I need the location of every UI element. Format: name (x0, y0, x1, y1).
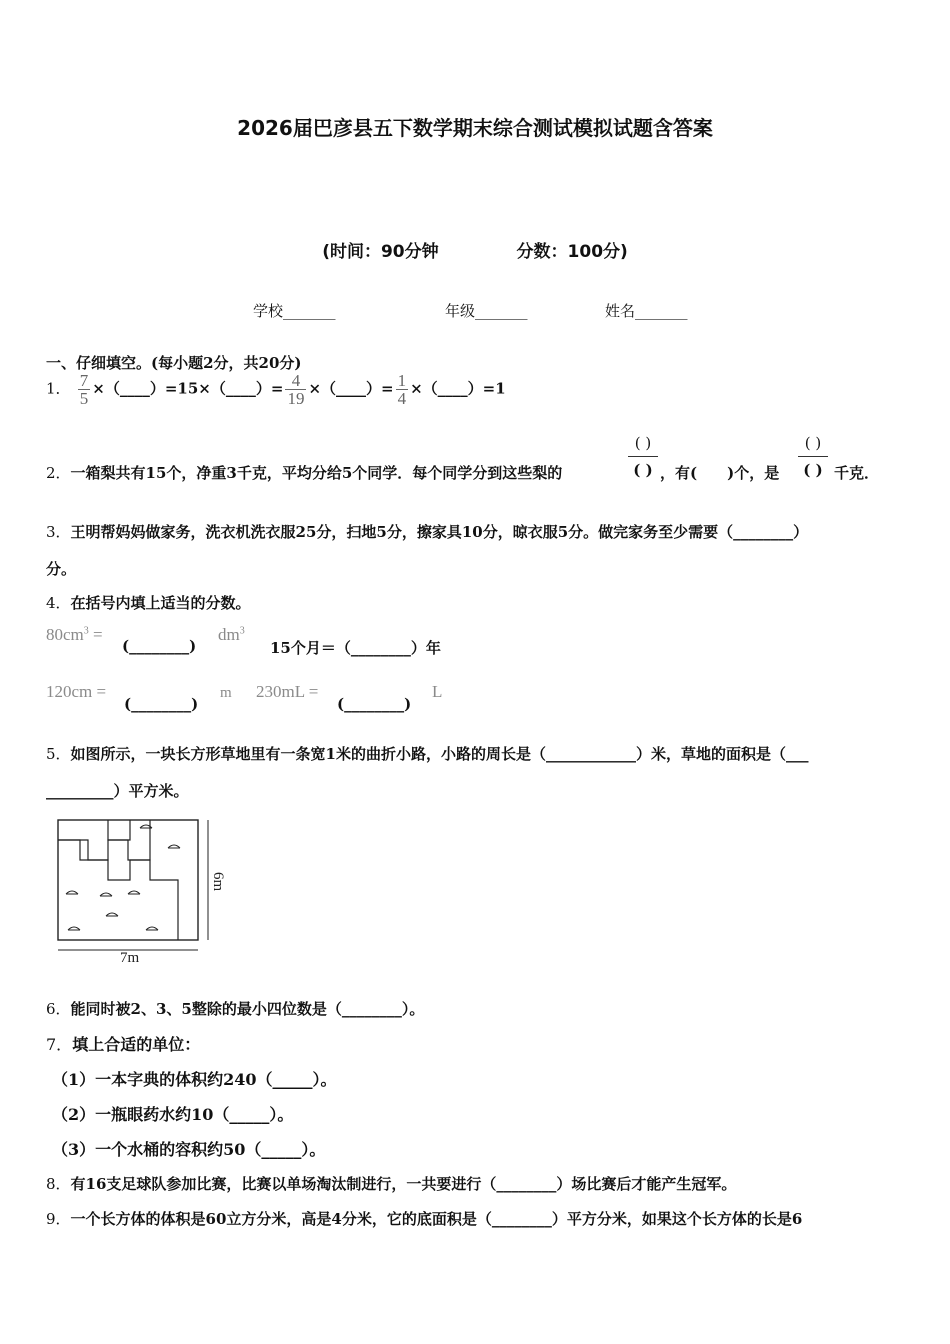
q4-row1-right: 15个月＝（________）年 (270, 639, 441, 657)
q7-item-1: （1）一本字典的体积约240（_____）。 (52, 1070, 337, 1089)
numerator: 7 (79, 371, 89, 390)
numerator: 1 (397, 371, 407, 390)
q4-blank-4[interactable]: (________) (337, 695, 412, 713)
path-guide-3 (108, 840, 170, 900)
question-5-line1 (46, 743, 809, 764)
unit: dm (218, 625, 240, 644)
denominator-blank: ( ) (803, 461, 823, 479)
lawn-path-figure (50, 812, 230, 968)
denominator: 19 (287, 389, 305, 408)
question-1 (46, 372, 506, 407)
exam-meta (0, 237, 950, 262)
path-guide-2 (110, 820, 178, 880)
q2-body: 一箱梨共有15个，净重3千克，平均分给5个同学．每个同学分到这些梨的 (70, 464, 563, 482)
denominator-blank: ( ) (633, 461, 653, 479)
exponent: 3 (239, 625, 245, 637)
q4-row2-mid: 230mL = (256, 682, 319, 701)
fraction-1-4 (396, 372, 409, 407)
question-7 (46, 1032, 200, 1055)
height-label: 6m (210, 872, 226, 892)
denominator: 4 (397, 389, 407, 408)
value: 80cm (46, 625, 84, 644)
numerator: 4 (285, 372, 306, 390)
name-field: 姓名_______ (605, 302, 688, 320)
section-heading: 一、仔细填空。(每小题2分，共20分) (46, 354, 302, 372)
question-number: 7． (46, 1035, 73, 1054)
q2-fraction-blank-2 (798, 434, 828, 479)
question-3-line1 (46, 521, 808, 542)
q4-blank-3[interactable]: (________) (124, 695, 199, 713)
q6-body: 能同时被2、3、5整除的最小四位数是（________）。 (70, 1000, 425, 1018)
numerator-blank: ( ) (798, 434, 828, 457)
path-edge-upper (58, 820, 150, 880)
question-number: 9． (46, 1210, 71, 1228)
time-label: (时间：90分钟 (322, 242, 439, 262)
q2-end: 千克． (834, 464, 880, 482)
question-3-line2: 分。 (46, 560, 77, 578)
fraction-7-5 (78, 372, 91, 407)
q3-body: 王明帮妈妈做家务，洗衣机洗衣服25分，扫地5分，擦家具10分，晾衣服5分。做完家务至少需要（________） (70, 523, 809, 541)
q4-body: 在括号内填上适当的分数。 (70, 594, 251, 612)
q4-unit-1 (218, 625, 245, 645)
question-6 (46, 998, 424, 1019)
q7-item-2: （2）一瓶眼药水约10（_____）。 (52, 1105, 294, 1124)
q5-body: 如图所示，一块长方形草地里有一条宽1米的曲折小路，小路的周长是（____________）米，草地的面积是（___ (70, 745, 809, 763)
q8-body: 有16支足球队参加比赛，比赛以单场淘汰制进行，一共要进行（________）场比赛后才能产生冠军。 (70, 1175, 737, 1193)
q7-item-3: （3）一个水桶的容积约50（_____）。 (52, 1140, 326, 1159)
q4-row2-left: 120cm = (46, 682, 107, 701)
exponent: 3 (83, 625, 89, 637)
question-number: 5． (46, 745, 71, 763)
q4-blank-1[interactable]: (________) (122, 637, 197, 655)
grade-field: 年级_______ (445, 302, 528, 320)
question-number: 1． (46, 379, 71, 398)
question-number: 2． (46, 464, 71, 482)
q2-fraction-blank-1 (628, 434, 658, 479)
question-number: 8． (46, 1175, 71, 1193)
denominator: 5 (79, 389, 89, 408)
question-4 (46, 592, 251, 613)
q4-row1-left (46, 625, 103, 645)
q2-middle: ，有( )个，是 (660, 464, 780, 482)
question-2-text (46, 462, 562, 483)
question-8 (46, 1173, 736, 1194)
grass-tufts (66, 825, 180, 930)
path-guide (88, 820, 110, 837)
numerator-blank: ( ) (628, 434, 658, 457)
q1-part1: ×（____）=15×（____）= (92, 379, 284, 398)
path-guide-4 (58, 860, 178, 920)
q4-unit-3: m (220, 685, 232, 701)
q4-unit-4: L (432, 682, 443, 701)
equals: = (93, 625, 103, 644)
page-title: 2026届巴彦县五下数学期末综合测试模拟试题含答案 (237, 116, 713, 140)
question-number: 6． (46, 1000, 71, 1018)
question-9 (46, 1208, 802, 1229)
question-number: 3． (46, 523, 71, 541)
q1-part3: ×（____）=1 (410, 379, 506, 398)
width-label: 7m (120, 950, 140, 966)
score-label: 分数：100分) (516, 242, 628, 262)
q1-part2: ×（____）= (308, 379, 394, 398)
question-5-line2: _________）平方米。 (46, 782, 189, 800)
school-field: 学校_______ (253, 302, 336, 320)
q7-body: 填上合适的单位： (72, 1035, 201, 1054)
fraction-4-19 (285, 372, 306, 407)
q9-body: 一个长方体的体积是60立方分米，高是4分米，它的底面积是（________）平方分米，如果这个长方体的长是6 (70, 1210, 803, 1228)
question-number: 4． (46, 594, 71, 612)
